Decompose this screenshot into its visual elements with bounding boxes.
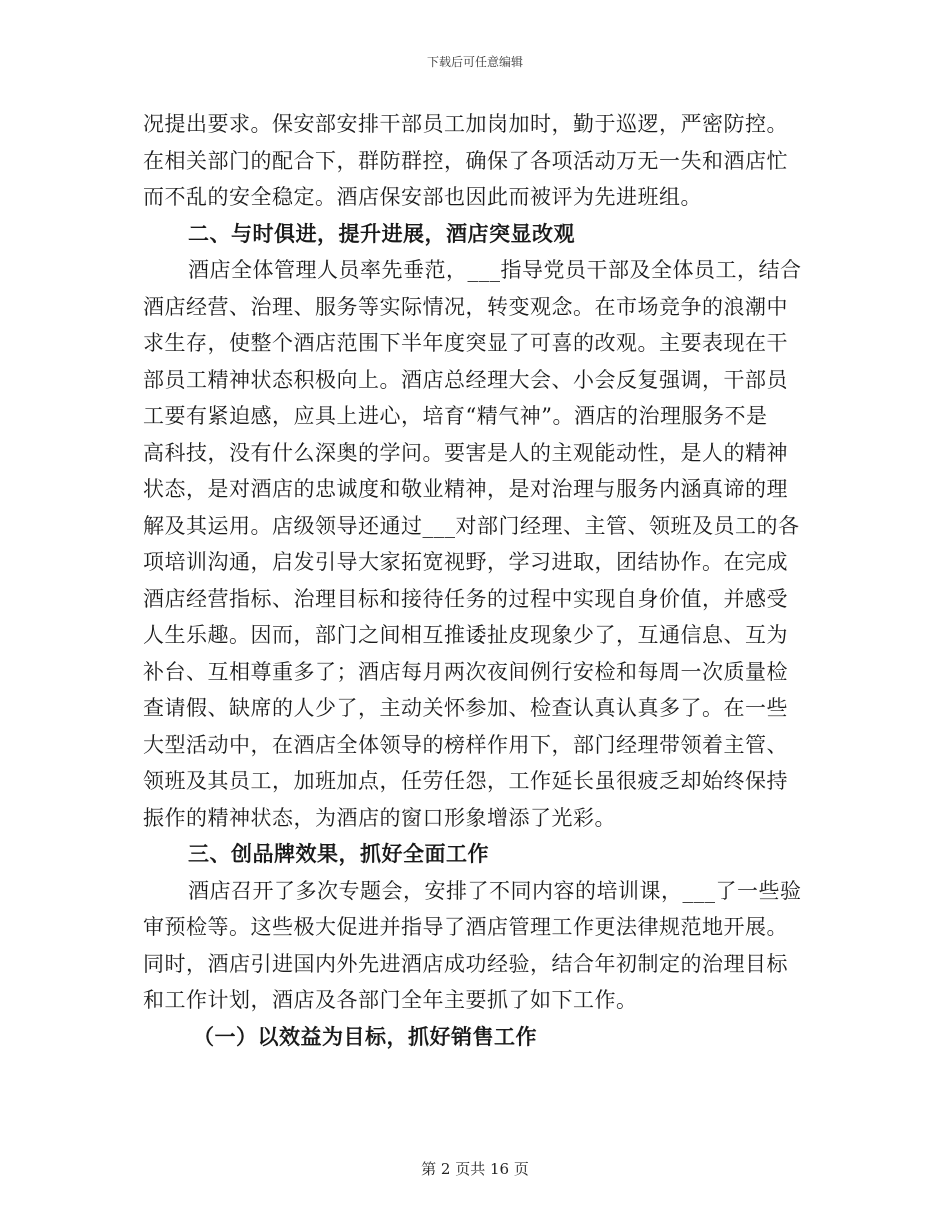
- text-line: 大型活动中，在酒店全体领导的榜样作用下，部门经理带领着主管、: [143, 732, 788, 757]
- text-line: 求生存，使整个酒店范围下半年度突显了可喜的改观。主要表现在干: [143, 331, 788, 355]
- text-line: 酒店全体管理人员率先垂范，___指导党员干部及全体员工，结合: [188, 258, 802, 282]
- text-line: 振作的精神状态，为酒店的窗口形象增添了光彩。: [143, 805, 616, 830]
- text-line: 酒店召开了多次专题会，安排了不同内容的培训课，___了一些验: [188, 878, 802, 903]
- page-footer: 第 2 页共 16 页: [421, 1160, 529, 1178]
- section-heading: 二、与时俱进，提升进展，酒店突显改观: [188, 220, 575, 246]
- text-line: 同时，酒店引进国内外先进酒店成功经验，结合年初制定的治理目标: [143, 951, 788, 976]
- text-line: 解及其运用。店级领导还通过___对部门经理、主管、领班及员工的各: [143, 513, 800, 538]
- text-line: 况提出要求。保安部安排干部员工加岗加时，勤于巡逻，严密防控。: [143, 112, 788, 136]
- text-line: 高科技，没有什么深奥的学问。要害是人的主观能动性，是人的精神: [143, 440, 788, 465]
- section-heading: 三、创品牌效果，抓好全面工作: [188, 841, 489, 866]
- text-line: 部员工精神状态积极向上。酒店总经理大会、小会反复强调，干部员: [143, 367, 788, 392]
- text-line: 审预检等。这些极大促进并指导了酒店管理工作更法律规范地开展。: [143, 915, 788, 939]
- text-line: 补台、互相尊重多了；酒店每月两次夜间例行安检和每周一次质量检: [143, 659, 788, 684]
- text-line: 查请假、缺席的人少了，主动关怀参加、检查认真认真多了。在一些: [143, 696, 788, 720]
- page-header: 下载后可任意编辑: [426, 55, 523, 69]
- text-line: 人生乐趣。因而，部门之间相互推诿扯皮现象少了，互通信息、互为: [143, 623, 788, 647]
- text-line: 酒店经营指标、治理目标和接待任务的过程中实现自身价值，并感受: [143, 586, 788, 611]
- text-line: 酒店经营、治理、服务等实际情况，转变观念。在市场竞争的浪潮中: [143, 294, 788, 319]
- text-line: 而不乱的安全稳定。酒店保安部也因此而被评为先进班组。: [143, 185, 702, 209]
- section-heading: （一）以效益为目标，抓好销售工作: [193, 1023, 537, 1049]
- text-line: 状态，是对酒店的忠诚度和敬业精神，是对治理与服务内涵真谛的理: [143, 477, 788, 501]
- text-line: 领班及其员工，加班加点，任劳任怨，工作延长虽很疲乏却始终保持: [143, 769, 788, 793]
- text-line: 在相关部门的配合下，群防群控，确保了各项活动万无一失和酒店忙: [143, 148, 788, 173]
- document-body: [143, 106, 813, 1055]
- text-line: 和工作计划，酒店及各部门全年主要抓了如下工作。: [143, 988, 638, 1012]
- text-line: 工要有紧迫感，应具上进心，培育“精气神”。酒店的治理服务不是: [143, 404, 768, 428]
- text-line: 项培训沟通，启发引导大家拓宽视野，学习进取，团结协作。在完成: [143, 550, 788, 574]
